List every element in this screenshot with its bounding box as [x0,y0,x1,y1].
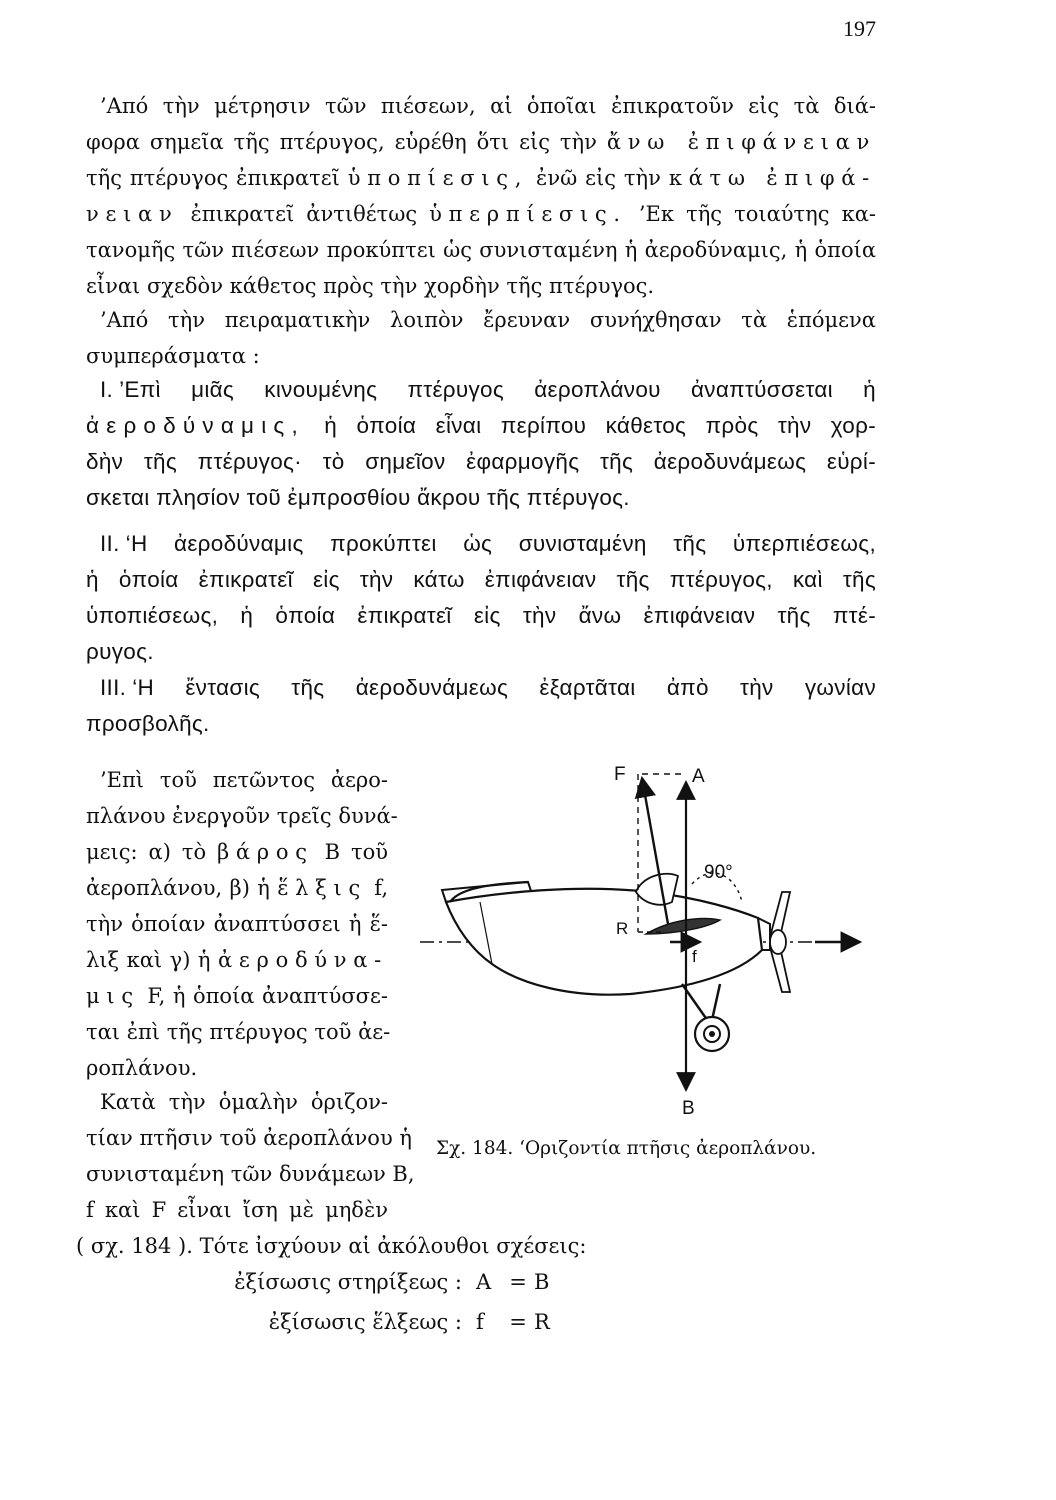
text-run: ἐνῶ εἰς τὴν [528,166,669,190]
column-line [86,1156,415,1192]
text-run: ρυγος. [86,639,154,664]
text-run: δὴν τῆς πτέρυγος· τὸ σημεῖον ἐφαρμογῆς τῆς ἀεροδυνάμεως εὑρί- [86,449,876,474]
text-run: f, [366,876,388,900]
text-run: ’Επὶ μιᾶς κινουμένης πτέρυγος ἀεροπλάνου ἀναπτύσσεται ἡ [119,377,876,402]
column-line [86,1014,391,1050]
spaced-term: νειαν [86,202,179,226]
conclusion-line [86,480,876,516]
column-line [86,942,388,978]
conclusion-line [86,598,876,634]
text-run: τῆς πτέρυγος ἐπικρατεῖ [86,166,348,190]
text-run: μεις: α) τὸ [86,840,218,864]
text-line [86,196,876,232]
conclusion-line [86,706,876,742]
column-line [86,978,388,1014]
spaced-term: ἀεροδύνα- [218,948,388,972]
text-run: ἀεροπλάνου, β) ἡ [86,876,278,900]
conclusion-line [86,444,876,480]
text-run: πλάνου ἐνεργοῦν τρεῖς δυνά- [86,804,398,828]
conclusion-line [86,526,876,562]
text-run: ’Επὶ τοῦ πετῶντος ἀερο- [100,768,388,792]
text-run: συνισταμένη τῶν δυνάμεων Β, [86,1162,415,1186]
text-line [86,124,876,160]
spaced-term: κάτω ἐπιφά- [668,166,876,190]
text-line [76,1228,696,1264]
conclusion-numeral: III. [100,675,127,700]
text-run: ‘Η ἔντασις τῆς ἀεροδυνάμεως ἐξαρτᾶται ἀπὸ τὴν γωνίαν [132,675,876,700]
text-run: ὑποπιέσεως, ἡ ὁποία ἐπικρατεῖ εἰς τὴν ἄνω ἐπιφάνειαν τῆς πτέ- [86,603,876,628]
text-run: Β τοῦ [313,840,388,864]
text-run: τίαν πτῆσιν τοῦ ἀεροπλάνου ἡ [86,1126,412,1150]
propeller-hub [770,930,786,954]
text-run: προσβολῆς. [86,711,210,736]
conclusion-line [86,634,876,670]
text-run: ἐπικρατεῖ ἀντιθέτως [178,202,430,226]
column-line [86,798,398,834]
spaced-term: ἀεροδύναμις, [86,413,305,438]
text-run: ’Εκ τῆς τοιαύτης κα- [626,202,876,226]
spaced-term: ὑποπίεσις, [347,166,529,190]
label-f: f [692,947,697,966]
text-line [86,302,876,338]
conclusion-line [86,670,876,706]
text-run: ροπλάνου. [86,1056,198,1080]
column-line [86,1050,388,1086]
figure-184 [420,752,880,1142]
label-B: B [682,1098,695,1119]
text-line [86,160,876,196]
label-F: F [614,764,626,785]
spaced-term: ὑπερπίεσις. [429,202,627,226]
text-run: φορα σημεῖα τῆς πτέρυγος, εὑρέθη ὅτι εἰς τὴν [86,130,607,154]
column-line [86,870,388,906]
text-line [86,268,876,304]
column-line [86,1120,412,1156]
text-run: συμπεράσματα : [86,344,260,368]
text-run: ( σχ. 184 ). Τότε ἰσχύουν αἱ ἀκόλουθοι σχέσεις: [76,1234,587,1258]
conclusion-line [86,408,876,444]
spaced-term: μις [86,984,140,1008]
column-line [86,1192,388,1228]
figure-caption: Σχ. 184. ‘Οριζοντία πτῆσις ἀεροπλάνου. [436,1138,817,1159]
fuselage [446,889,762,995]
equation-support: ἐξίσωσις στηρίξεως : A = B [234,1270,550,1294]
equation-traction: ἐξίσωσις ἕλξεως : f = R [268,1310,550,1334]
label-R: R [616,919,629,938]
text-line [86,338,876,374]
text-run: εἶναι σχεδὸν κάθετος πρὸς τὴν χορδὴν τῆς πτέρυγος. [86,274,655,298]
text-run: ἡ ὁποία εἶναι περίπου κάθετος πρὸς τὴν χορ- [304,413,876,438]
column-line [86,906,388,942]
text-run: ‘Η ἀεροδύναμις προκύπτει ὡς συνισταμένη τῆς ὑπερπιέσεως, [125,531,876,556]
label-A: A [692,766,705,787]
spaced-term: ἕλξις [277,876,367,900]
text-run: ται ἐπὶ τῆς πτέρυγος τοῦ ἀε- [86,1020,391,1044]
text-run: ’Από τὴν μέτρησιν τῶν πιέσεων, αἱ ὁποῖαι ἐπικρατοῦν εἰς τὰ διά- [100,94,876,118]
text-line [86,232,876,268]
spaced-term: ἄνω ἐπιφάνειαν [606,130,876,154]
text-run: Κατὰ τὴν ὁμαλὴν ὁριζον- [100,1090,388,1114]
label-angle: 90° [704,862,733,883]
text-run: ’Από τὴν πειραματικὴν λοιπὸν ἔρευναν συνήχθησαν τὰ ἑπόμενα [100,308,876,332]
text-run: f καὶ F εἶναι ἴση μὲ μηδὲν [86,1198,388,1222]
text-run: λιξ καὶ γ) ἡ [86,948,219,972]
text-run: F, ἡ ὁποία ἀναπτύσσε- [139,984,388,1008]
column-line [86,762,388,798]
text-line [86,88,876,124]
conclusion-line [86,562,876,598]
column-line [86,1084,388,1120]
conclusion-numeral: I. [100,377,114,402]
conclusion-numeral: II. [100,531,120,556]
text-run: ἡ ὁποία ἐπικρατεῖ εἰς τὴν κάτω ἐπιφάνειαν τῆς πτέρυγος, καὶ τῆς [86,567,876,592]
column-line [86,834,388,870]
page-number: 197 [843,16,876,41]
airplane-force-diagram [420,752,880,1142]
spaced-term: βάρος [217,840,314,864]
text-run: τὴν ὁποίαν ἀναπτύσσει ἡ ἕ- [86,912,388,936]
text-run: σκεται πλησίον τοῦ ἐμπροσθίου ἄκρου τῆς πτέρυγος. [86,485,630,510]
text-run: τανομῆς τῶν πιέσεων προκύπτει ὡς συνισταμένη ἡ ἀεροδύναμις, ἡ ὁποία [86,238,876,262]
conclusion-line [86,372,876,408]
